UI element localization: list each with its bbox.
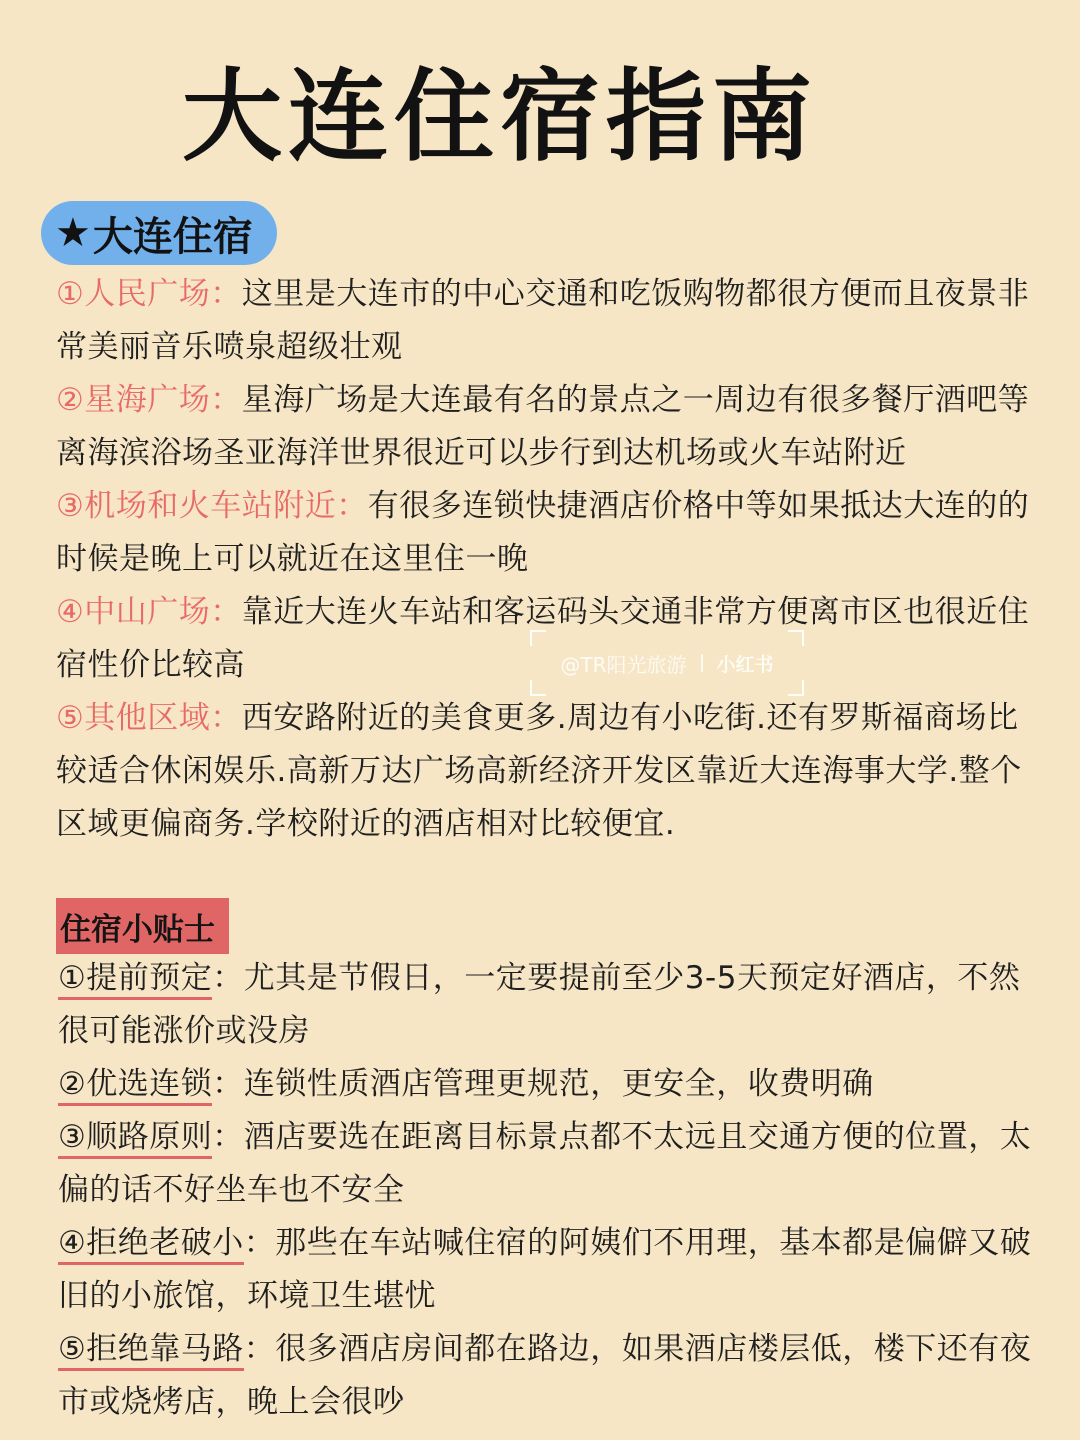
star-icon: ★: [55, 210, 91, 256]
watermark: [530, 630, 804, 696]
tips-heading: 住宿小贴士: [56, 898, 229, 954]
area-text: 这里是大连市的中心交通和吃饭购物都很方便而且夜景非常美丽音乐喷泉超级壮观: [56, 276, 1030, 365]
area-label: ①人民广场：: [56, 276, 242, 312]
area-text: 有很多连锁快捷酒店价格中等如果抵达大连的的时候是晚上可以就近在这里住一晚: [56, 488, 1030, 577]
watermark-corner: [788, 680, 804, 696]
tip-text: ：那些在车站喊住宿的阿姨们不用理，基本都是偏僻又破旧的小旅馆，环境卫生堪忧: [58, 1225, 1032, 1314]
area-label: ②星海广场：: [56, 382, 242, 418]
tip-label: ⑤拒绝靠马路: [58, 1331, 244, 1371]
tip-label: ④拒绝老破小: [58, 1225, 244, 1265]
watermark-divider: [701, 654, 703, 672]
area-label: ⑤其他区域：: [56, 700, 242, 736]
tip-item: [58, 1111, 1038, 1217]
watermark-brand-logo: 小红书: [716, 653, 774, 676]
watermark-corner: [530, 680, 546, 696]
area-text: 星海广场是大连最有名的景点之一周边有很多餐厅酒吧等离海滨浴场圣亚海洋世界很近可以步行到达机场或火车站附近: [56, 382, 1030, 471]
watermark-user: @TR阳光旅游: [560, 652, 687, 677]
area-list: [56, 268, 1041, 851]
tip-text: ：很多酒店房间都在路边，如果酒店楼层低，楼下还有夜市或烧烤店，晚上会很吵: [58, 1331, 1032, 1420]
area-item: [56, 374, 1041, 480]
watermark-corner: [788, 630, 804, 646]
tip-item: [58, 1058, 1038, 1111]
tip-text: ：尤其是节假日，一定要提前至少3-5天预定好酒店，不然很可能涨价或没房: [58, 960, 1021, 1049]
tip-item: [58, 1323, 1038, 1429]
tip-text: ：酒店要选在距离目标景点都不太远且交通方便的位置，太偏的话不好坐车也不安全: [58, 1119, 1032, 1208]
area-label: ③机场和火车站附近：: [56, 488, 368, 524]
page-title: 大连住宿指南: [182, 58, 818, 175]
section-heading-dalian-stay: [41, 201, 277, 265]
tip-item: [58, 1217, 1038, 1323]
watermark-corner: [530, 630, 546, 646]
section-heading-label: 大连住宿: [92, 213, 253, 260]
area-text: 靠近大连火车站和客运码头交通非常方便离市区也很近住宿性价比较高: [56, 594, 1030, 683]
area-item: [56, 692, 1041, 851]
tip-label: ①提前预定: [58, 960, 212, 1000]
tip-text: ：连锁性质酒店管理更规范，更安全，收费明确: [212, 1066, 874, 1102]
area-label: ④中山广场：: [56, 594, 242, 630]
area-item: [56, 268, 1041, 374]
tip-item: [58, 952, 1038, 1058]
tip-label: ②优选连锁: [58, 1066, 212, 1106]
area-text: 西安路附近的美食更多.周边有小吃街.还有罗斯福商场比较适合休闲娱乐.高新万达广场高新经济开发区靠近大连海事大学.整个区域更偏商务.学校附近的酒店相对比较便宜.: [56, 700, 1022, 842]
area-item: [56, 480, 1041, 586]
tips-list: [58, 952, 1038, 1429]
tip-label: ③顺路原则: [58, 1119, 212, 1159]
